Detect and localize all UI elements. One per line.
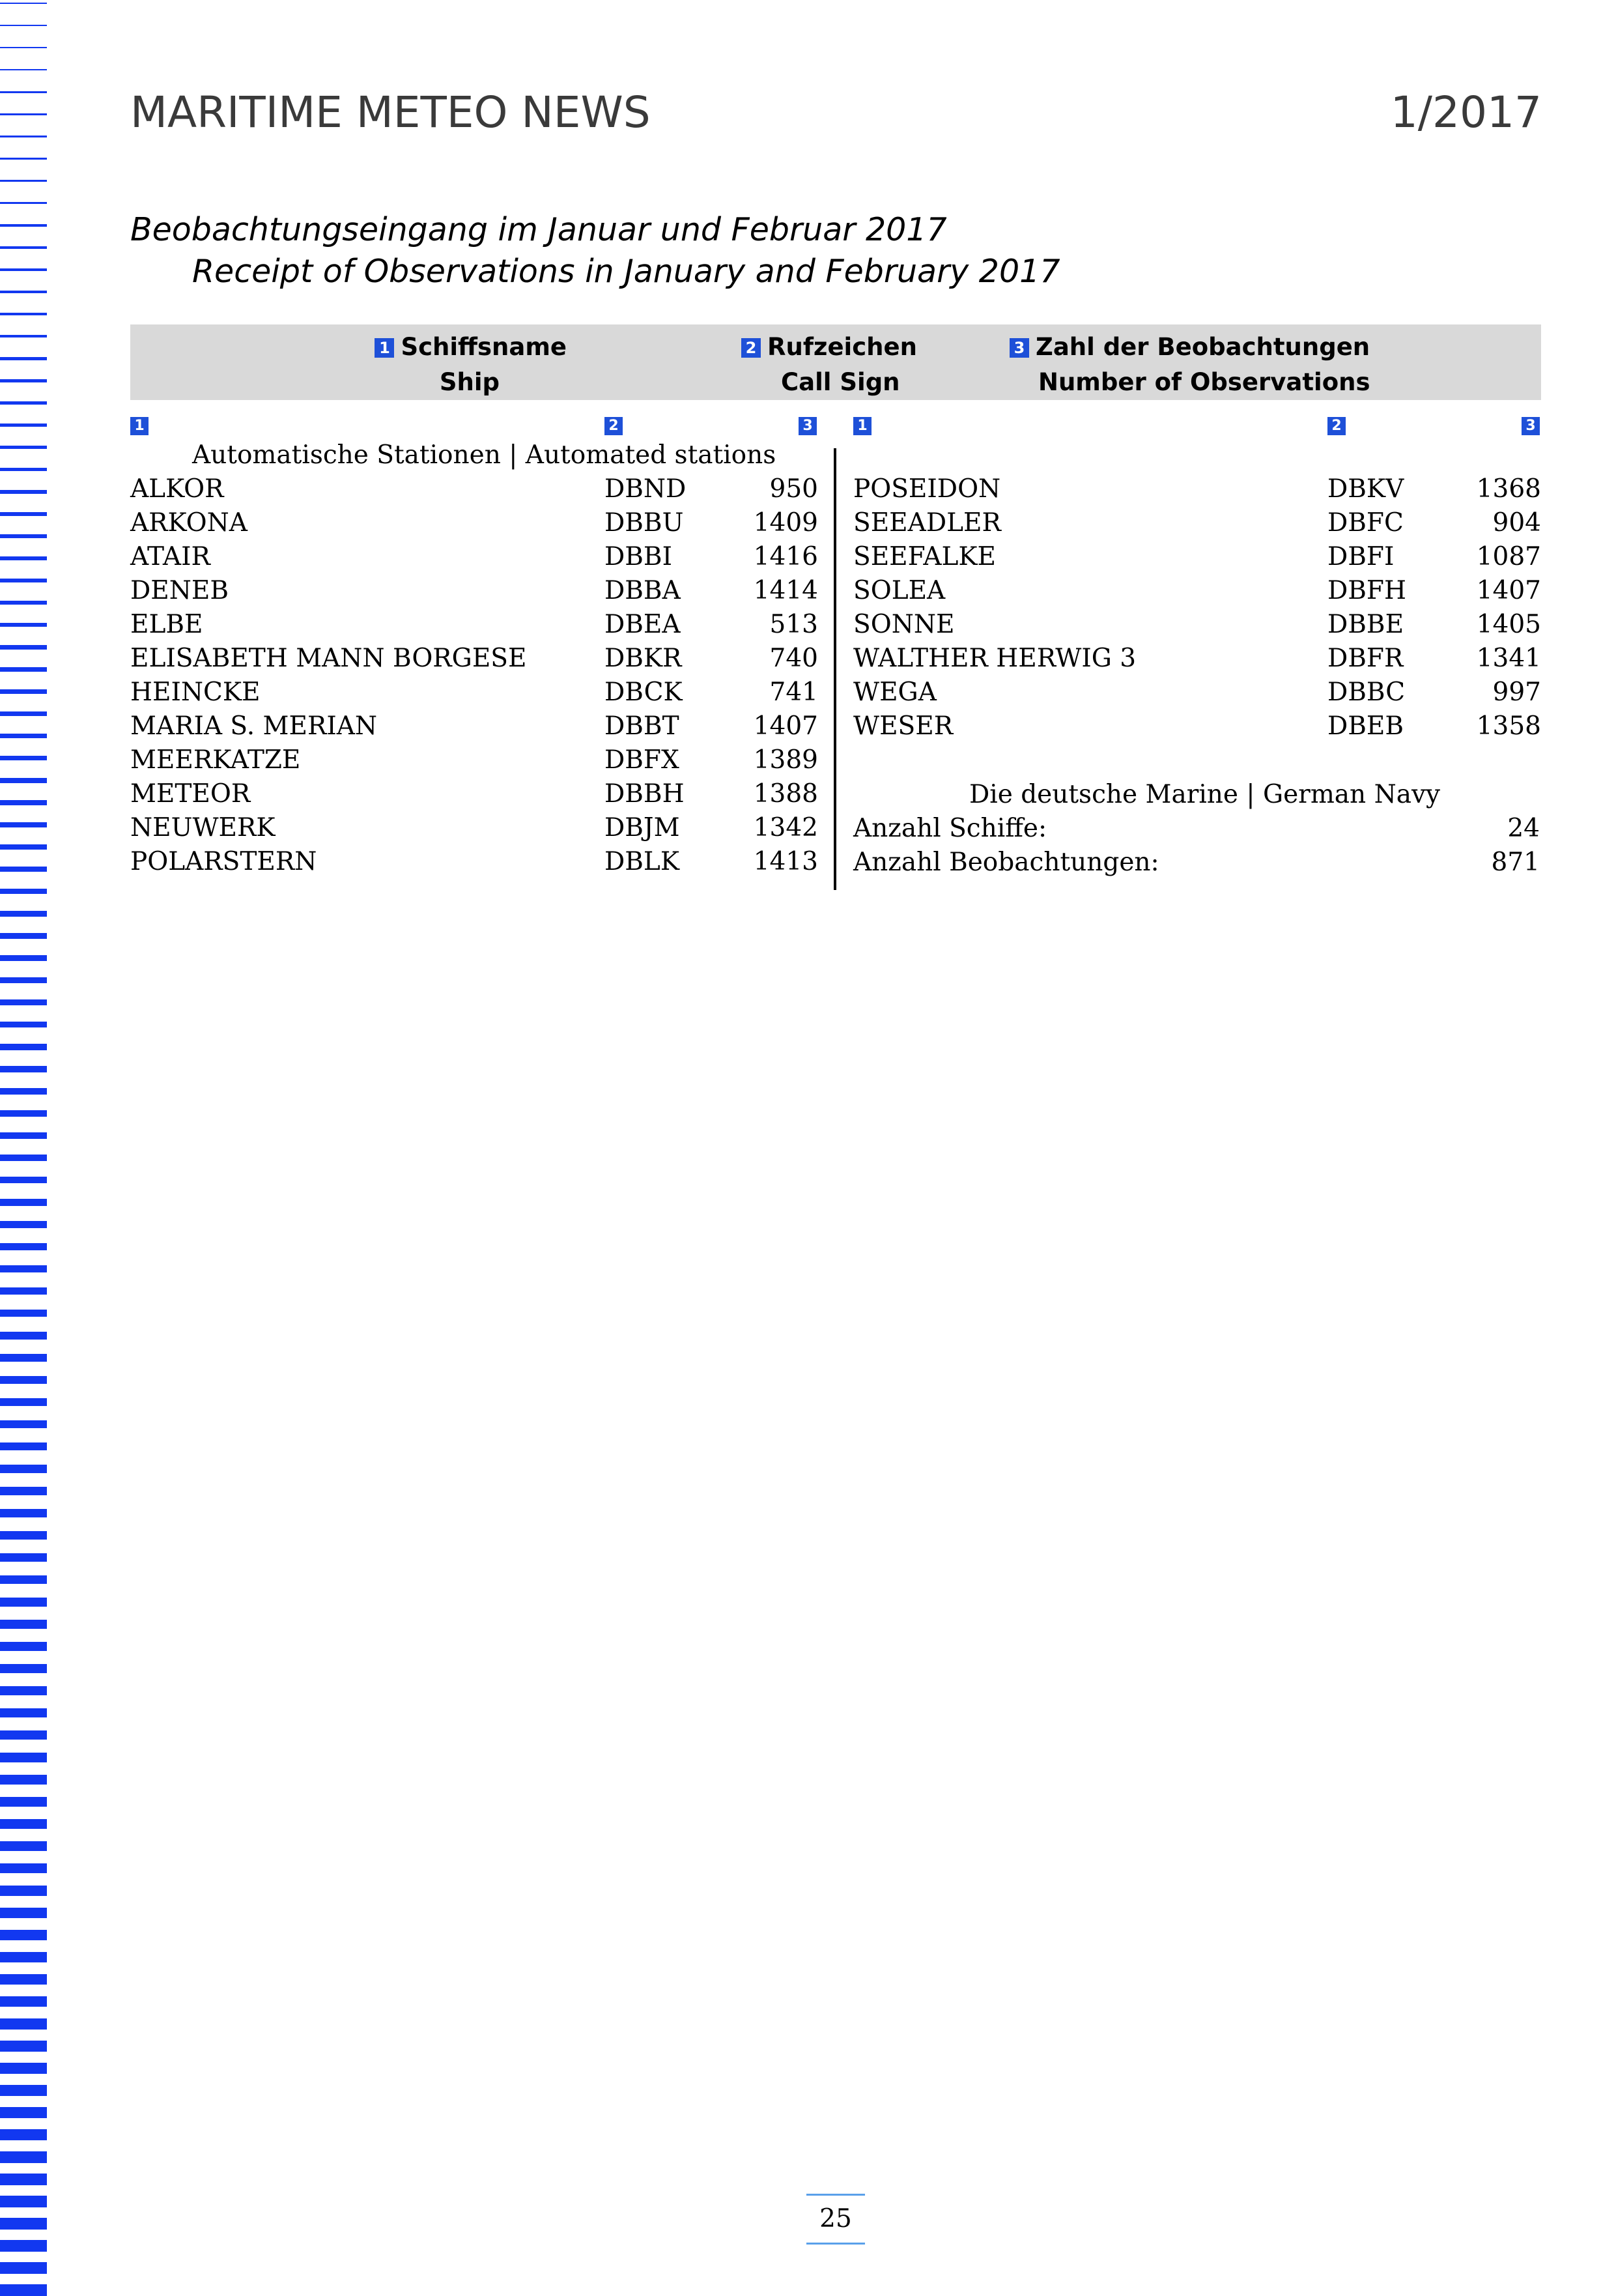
stripe-bar [0,556,47,560]
stripe-bar [0,2018,47,2030]
stripe-bar [0,1310,47,1317]
right-row-ship-name: WEGA [853,678,937,707]
left-row-ship-name: MARIA S. MERIAN [130,711,378,741]
right-row-call-sign: DBFH [1327,576,1406,605]
left-row-ship-name: DENEB [130,576,229,605]
left-row-call-sign: DBBU [604,508,684,538]
stripe-bar [0,1332,47,1340]
stripe-bar [0,778,47,783]
navy-observations-value: 871 [1491,848,1540,877]
page-number-box [806,2194,865,2245]
page-number: 25 [819,2204,852,2233]
stripe-bar [0,2129,47,2140]
column-3-badge: 3 [1010,338,1029,358]
stripe-bar [0,1642,47,1651]
stripe-bar [0,2063,47,2074]
navy-ships-label: Anzahl Schiffe: [853,814,1047,843]
stripe-bar [0,113,47,115]
stripe-bar [0,645,47,650]
stripe-bar [0,1155,47,1161]
right-row-call-sign: DBKV [1327,474,1404,504]
right-row-observation-count: 1368 [1476,474,1541,504]
stripe-bar [0,291,47,293]
stripe-bar [0,1620,47,1629]
right-row-observation-count: 1405 [1476,610,1541,639]
left-row-ship-name: ELBE [130,610,203,639]
stripe-bar [0,1819,47,1829]
left-row-ship-name: ALKOR [130,474,224,504]
right-row-ship-name: SEEADLER [853,508,1001,538]
stripe-bar [0,246,47,249]
right-row-observation-count: 1087 [1476,542,1541,571]
stripe-bar [0,689,47,694]
stripe-bar [0,1575,47,1584]
left-row-call-sign: DBND [604,474,687,504]
stripe-bar [0,47,47,48]
stripe-bar [0,1708,47,1717]
stripe-bar [0,822,47,827]
stripe-bar [0,977,47,983]
stripe-bar [0,911,47,917]
stripe-bar [0,1177,47,1183]
left-row-ship-name: POLARSTERN [130,847,317,876]
stripe-bar [0,2218,47,2230]
header-call-sign-de: Rufzeichen [767,333,917,361]
stripe-bar [0,446,47,449]
stripe-bar [0,2284,47,2296]
stripe-bar [0,1376,47,1384]
stripe-bar [0,69,47,70]
right-row-ship-name: WALTHER HERWIG 3 [853,644,1137,673]
stripe-bar [0,1952,47,1962]
right-row-call-sign: DBBC [1327,678,1406,707]
stripe-bar [0,512,47,516]
left-row-call-sign: DBBI [604,542,672,571]
stripe-bar [0,2174,47,2185]
stripe-bar [0,357,47,360]
stripe-bar [0,1221,47,1228]
left-row-call-sign: DBJM [604,813,680,842]
right-row-call-sign: DBBE [1327,610,1404,639]
stripe-bar [0,2107,47,2118]
stripe-bar [0,933,47,939]
header-observations-en: Number of Observations [1038,368,1370,396]
magazine-title: MARITIME METEO NEWS [130,87,651,137]
stripe-bar [0,313,47,315]
left-col3-badge: 3 [799,417,817,435]
stripe-bar [0,468,47,471]
stripe-bar [0,1132,47,1139]
right-row-ship-name: POSEIDON [853,474,1001,504]
stripe-bar [0,379,47,382]
stripe-bar [0,1287,47,1295]
stripe-bar [0,579,47,582]
left-row-observation-count: 1414 [753,576,818,605]
right-row-ship-name: SEEFALKE [853,542,996,571]
left-col1-badge: 1 [130,417,149,435]
right-row-call-sign: DBEB [1327,711,1404,741]
header-call-sign-en: Call Sign [781,368,900,396]
left-decorative-stripe [0,0,47,2286]
right-row-observation-count: 1407 [1476,576,1541,605]
stripe-bar [0,268,47,271]
left-row-ship-name: NEUWERK [130,813,276,842]
header-observations [1010,330,1370,400]
header-call-sign [741,330,917,400]
left-row-call-sign: DBBH [604,779,685,809]
right-col1-badge: 1 [853,417,872,435]
left-row-observation-count: 741 [769,678,818,707]
left-row-call-sign: DBCK [604,678,683,707]
stripe-bar [0,1199,47,1206]
stripe-bar [0,1841,47,1851]
stripe-bar [0,667,47,672]
stripe-bar [0,1686,47,1695]
left-row-call-sign: DBBA [604,576,681,605]
stripe-bar [0,1398,47,1406]
stripe-bar [0,1354,47,1362]
header-ship-de: Schiffsname [401,333,567,361]
stripe-bar [0,1465,47,1473]
stripe-bar [0,1553,47,1562]
stripe-bar [0,423,47,427]
stripe-bar [0,180,47,182]
stripe-bar [0,955,47,961]
stripe-bar [0,844,47,850]
right-row-observation-count: 904 [1492,508,1541,538]
stripe-bar [0,401,47,405]
left-row-ship-name: METEOR [130,779,251,809]
stripe-bar [0,999,47,1005]
right-col2-badge: 2 [1327,417,1346,435]
stripe-bar [0,534,47,538]
right-row-ship-name: WESER [853,711,954,741]
right-row-call-sign: DBFC [1327,508,1404,538]
stripe-bar [0,2041,47,2052]
column-1-badge: 1 [375,338,394,358]
stripe-bar [0,224,47,227]
stripe-bar [0,1442,47,1450]
stripe-bar [0,1531,47,1540]
stripe-bar [0,1974,47,1985]
article-title-german: Beobachtungseingang im Januar und Februar 2017 [130,211,947,248]
left-row-ship-name: HEINCKE [130,678,261,707]
right-row-observation-count: 1358 [1476,711,1541,741]
stripe-bar [0,1886,47,1896]
stripe-bar [0,2085,47,2096]
header-ship-en: Ship [439,368,500,396]
stripe-bar [0,25,47,26]
stripe-bar [0,1664,47,1673]
stripe-bar [0,1066,47,1072]
right-row-ship-name: SOLEA [853,576,946,605]
header-ship [371,330,567,400]
left-row-observation-count: 1407 [753,711,818,741]
right-col3-badge: 3 [1522,417,1540,435]
stripe-bar [0,889,47,894]
stripe-bar [0,202,47,204]
stripe-bar [0,800,47,805]
left-row-observation-count: 1413 [753,847,818,876]
stripe-bar [0,2196,47,2207]
stripe-bar [0,1044,47,1050]
stripe-bar [0,1598,47,1607]
left-row-call-sign: DBEA [604,610,681,639]
stripe-bar [0,1509,47,1517]
left-row-observation-count: 1388 [753,779,818,809]
left-row-call-sign: DBKR [604,644,682,673]
stripe-bar [0,756,47,760]
stripe-bar [0,2151,47,2163]
left-row-ship-name: ATAIR [130,542,210,571]
left-row-ship-name: MEERKATZE [130,745,301,775]
right-row-observation-count: 997 [1492,678,1541,707]
left-row-observation-count: 950 [769,474,818,504]
stripe-bar [0,1420,47,1428]
right-row-call-sign: DBFR [1327,644,1404,673]
column-2-badge: 2 [741,338,761,358]
stripe-bar [0,1110,47,1117]
header-observations-de: Zahl der Beobachtungen [1036,333,1370,361]
automated-stations-heading: Automatische Stationen | Automated stations [192,440,776,470]
stripe-bar [0,623,47,627]
stripe-bar [0,867,47,872]
stripe-bar [0,335,47,337]
stripe-bar [0,711,47,716]
stripe-bar [0,1797,47,1807]
stripe-bar [0,1730,47,1740]
stripe-bar [0,1753,47,1762]
left-col2-badge: 2 [604,417,623,435]
stripe-bar [0,490,47,494]
stripe-bar [0,1996,47,2007]
stripe-bar [0,2240,47,2252]
left-row-ship-name: ARKONA [130,508,248,538]
stripe-bar [0,2262,47,2274]
left-row-observation-count: 1389 [753,745,818,775]
right-row-ship-name: SONNE [853,610,955,639]
left-row-call-sign: DBFX [604,745,679,775]
stripe-bar [0,1487,47,1495]
stripe-bar [0,136,47,137]
stripe-bar [0,1088,47,1095]
issue-number: 1/2017 [1390,87,1542,137]
right-row-observation-count: 1341 [1476,644,1541,673]
stripe-bar [0,1775,47,1785]
stripe-bar [0,1908,47,1918]
left-row-call-sign: DBBT [604,711,679,741]
stripe-bar [0,91,47,93]
stripe-bar [0,1265,47,1272]
stripe-bar [0,601,47,605]
column-divider [834,448,836,890]
stripe-bar [0,734,47,738]
left-row-observation-count: 1416 [753,542,818,571]
left-row-observation-count: 740 [769,644,818,673]
article-title-english: Receipt of Observations in January and February 2017 [192,253,1060,290]
stripe-bar [0,158,47,160]
left-row-ship-name: ELISABETH MANN BORGESE [130,644,527,673]
stripe-bar [0,1863,47,1873]
stripe-bar [0,1243,47,1250]
left-row-call-sign: DBLK [604,847,679,876]
stripe-bar [0,3,47,4]
left-row-observation-count: 513 [769,610,818,639]
left-row-observation-count: 1409 [753,508,818,538]
left-row-observation-count: 1342 [753,813,818,842]
navy-ships-value: 24 [1507,814,1540,843]
stripe-bar [0,1022,47,1027]
stripe-bar [0,1930,47,1940]
navy-heading: Die deutsche Marine | German Navy [969,780,1441,809]
right-row-call-sign: DBFI [1327,542,1395,571]
navy-observations-label: Anzahl Beobachtungen: [853,848,1159,877]
